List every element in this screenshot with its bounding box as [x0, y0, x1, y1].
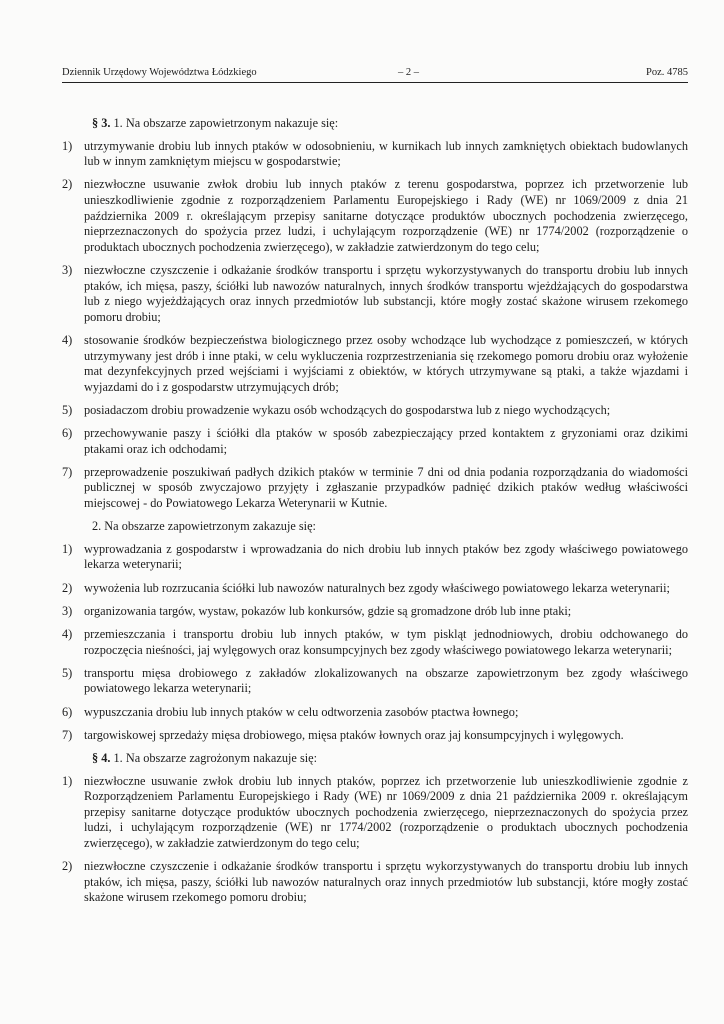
section-mark: § 4. — [92, 750, 111, 765]
item-number: 6) — [62, 704, 73, 719]
section-heading — [62, 751, 688, 767]
item-text: utrzymywanie drobiu lub innych ptaków w odosobnieniu, w kurnikach lub innych zamkniętych obiektach budowlanych lub w innym zamkniętym miejscu w gospodarstwie; — [84, 138, 688, 169]
item-number: 6) — [62, 426, 73, 441]
list-item — [62, 604, 688, 620]
section-heading — [62, 519, 688, 535]
item-text: stosowanie środków bezpieczeństwa biologicznego przez osoby wchodzące lub wychodzące z pomieszczeń, w których utrzymywany jest drób i inne ptaki, w celu wykluczenia rozprzestrzeniania się rzekomego pomoru drobiu oraz wyłożenie mat dezynfekcyjnych przed wejściami i wyjściami z obiektów, w których utrzymywane są ptaki, a także wjazdami i wyjazdami do i z gospodarstw utrzymujących drób; — [84, 332, 688, 394]
item-text: przemieszczania i transportu drobiu lub innych ptaków, w tym piskląt jednodniowych, drobiu odchowanego do rozpoczęcia nieśności, jaj wylęgowych oraz konsumpcyjnych bez zgody właściwego powiatowego lekarza weterynarii; — [84, 626, 688, 657]
list-item — [62, 859, 688, 906]
position-number: Poz. 4785 — [646, 67, 688, 78]
item-text: przeprowadzenie poszukiwań padłych dzikich ptaków w terminie 7 dni od dnia podania rozporządzania do wiadomości publicznej w sposób zwyczajowo przyjęty i zgłaszanie przypadków padnięć dzikich ptaków według właściwości miejscowej - do Powiatowego Lekarza Weterynarii w Kutnie. — [84, 464, 688, 511]
item-text: wypuszczania drobiu lub innych ptaków w celu odtworzenia zasobów ptactwa łownego; — [84, 704, 519, 719]
item-number: 3) — [62, 262, 73, 277]
journal-title: Dziennik Urzędowy Województwa Łódzkiego — [62, 67, 257, 78]
list-item — [62, 139, 688, 170]
item-text: niezwłoczne czyszczenie i odkażanie środków transportu i sprzętu wykorzystywanych do transportu drobiu lub innych ptaków, ich mięsa, paszy, ściółki lub nawozów naturalnych, innych środków transportu wjeżdżających do gospodarstwa lub z niego wyjeżdżających oraz innych przedmiotów lub substancji, które mogły zostać skażone wirusem rzekomego pomoru drobiu; — [84, 262, 688, 324]
document-body — [62, 116, 688, 913]
item-text: posiadaczom drobiu prowadzenie wykazu osób wchodzących do gospodarstwa lub z niego wychodzących; — [84, 402, 611, 417]
item-text: niezwłoczne usuwanie zwłok drobiu lub innych ptaków z terenu gospodarstwa, poprzez ich przetworzenie lub unieszkodliwienie zgodnie z rozporządzeniem Parlamentu Europejskiego i Rady (WE) nr 1069/2009 z dnia 21 października 2009 r. określającym przepisy sanitarne dotyczące produktów ubocznych pochodzenia zwierzęcego, nieprzeznaczonych do spożycia przez ludzi, i uchylającym rozporządzenie (WE) nr 1774/2002 (rozporządzenie o produktach ubocznych pochodzenia zwierzęcego), w zakładzie zatwierdzonym do tego celu; — [84, 177, 688, 254]
item-number: 2) — [62, 177, 73, 192]
item-number: 7) — [62, 727, 73, 742]
item-text: niezwłoczne usuwanie zwłok drobiu lub innych ptaków, poprzez ich przetworzenie lub unieszkodliwienie zgodnie z Rozporządzeniem Parlamentu Europejskiego i Rady (WE) nr 1069/2009 z dnia 21 października 2009 r. określającym przepisy sanitarne dotyczące produktów ubocznych pochodzenia zwierzęcego, nieprzeznaczonych do spożycia przez ludzi, i uchylającym rozporządzenie (WE) nr 1774/2002 (rozporządzenie o produktach ubocznych pochodzenia zwierzęcego), w zakładzie zatwierdzonym do tego celu; — [84, 773, 688, 850]
list-item — [62, 705, 688, 721]
item-number: 4) — [62, 626, 73, 641]
item-number: 5) — [62, 665, 73, 680]
section-intro: 2. Na obszarze zapowietrzonym zakazuje się: — [92, 519, 316, 534]
list-item — [62, 263, 688, 325]
item-text: organizowania targów, wystaw, pokazów lub konkursów, gdzie są gromadzone drób lub inne ptaki; — [84, 603, 572, 618]
list-item — [62, 627, 688, 658]
section-mark: § 3. — [92, 116, 111, 130]
item-number: 4) — [62, 332, 73, 347]
item-text: wywożenia lub rozrzucania ściółki lub nawozów naturalnych bez zgody właściwego powiatowego lekarza weterynarii; — [84, 580, 670, 595]
list-item — [62, 666, 688, 697]
section-intro: 1. Na obszarze zapowietrzonym nakazuje się: — [110, 116, 339, 130]
list-item — [62, 581, 688, 597]
item-number: 1) — [62, 541, 73, 556]
item-text: wyprowadzania z gospodarstw i wprowadzania do nich drobiu lub innych ptaków bez zgody właściwego powiatowego lekarza weterynarii; — [84, 541, 688, 572]
item-text: niezwłoczne czyszczenie i odkażanie środków transportu i sprzętu wykorzystywanych do transportu drobiu lub innych ptaków, ich mięsa, paszy, ściółki lub nawozów naturalnych oraz innych przedmiotów lub substancji, które mogły zostać skażone wirusem rzekomego pomoru drobiu; — [84, 859, 688, 905]
page-header — [62, 64, 688, 82]
item-text: przechowywanie paszy i ściółki dla ptaków w sposób zabezpieczający przed kontaktem z gryzoniami oraz dzikimi ptakami oraz ich odchodami; — [84, 426, 688, 456]
list-item — [62, 177, 688, 255]
list-item — [62, 728, 688, 744]
list-item — [62, 774, 688, 852]
list-item — [62, 333, 688, 395]
item-number: 1) — [62, 773, 73, 788]
item-number: 1) — [62, 138, 73, 153]
section-intro: 1. Na obszarze zagrożonym nakazuje się: — [110, 750, 318, 765]
list-item — [62, 403, 688, 419]
header-divider — [62, 82, 688, 83]
item-number: 2) — [62, 859, 73, 874]
list-item — [62, 542, 688, 573]
item-number: 7) — [62, 464, 73, 479]
item-text: transportu mięsa drobiowego z zakładów zlokalizowanych na obszarze zapowietrzonym bez zgody właściwego powiatowego lekarza weterynarii; — [84, 665, 688, 696]
list-item — [62, 426, 688, 457]
item-number: 3) — [62, 603, 73, 618]
item-number: 5) — [62, 402, 73, 417]
item-text: targowiskowej sprzedaży mięsa drobiowego, mięsa ptaków łownych oraz jaj konsumpcyjnych i wylęgowych. — [84, 727, 624, 742]
item-number: 2) — [62, 580, 73, 595]
page-number: – 2 – — [398, 67, 419, 78]
section-heading — [62, 116, 688, 132]
list-item — [62, 465, 688, 512]
